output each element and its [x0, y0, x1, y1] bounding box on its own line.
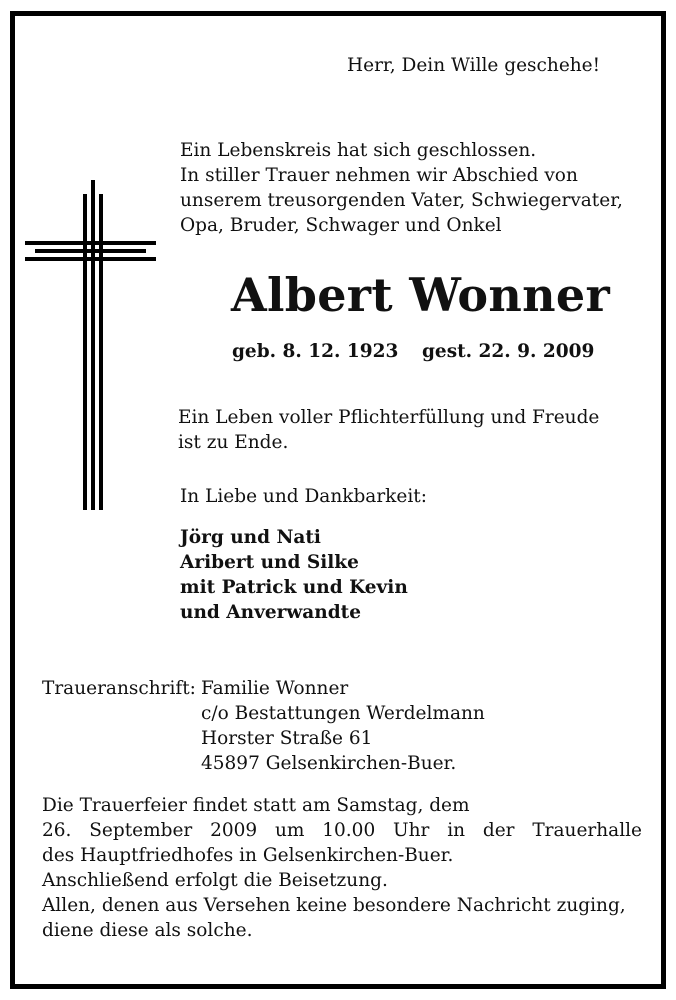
- closing-line-2: diene diese als solche.: [42, 920, 253, 941]
- ceremony-word: in: [447, 820, 466, 841]
- address-line-4: 45897 Gelsenkirchen-Buer.: [201, 753, 457, 774]
- ceremony-word: 10.00: [322, 820, 376, 841]
- intro-line-1: Ein Lebenskreis hat sich geschlossen.: [180, 140, 537, 161]
- ceremony-line-1: Die Trauerfeier findet statt am Samstag, dem: [42, 795, 470, 816]
- love-line: In Liebe und Dankbarkeit:: [180, 486, 427, 507]
- ceremony-word: September: [89, 820, 193, 841]
- ceremony-line-4: Anschließend erfolgt die Beisetzung.: [42, 870, 388, 891]
- ceremony-word: Trauerhalle: [532, 820, 642, 841]
- life-line-1: Ein Leben voller Pflichterfüllung und Freude: [178, 407, 600, 428]
- ceremony-line-3: des Hauptfriedhofes in Gelsenkirchen-Buer.: [42, 845, 454, 866]
- ceremony-word: 2009: [210, 820, 258, 841]
- life-line-2: ist zu Ende.: [178, 432, 289, 453]
- address-label: Traueranschrift:: [42, 678, 196, 699]
- cross-icon: [25, 180, 156, 510]
- intro-line-2: In stiller Trauer nehmen wir Abschied von: [180, 165, 578, 186]
- ceremony-word: Uhr: [393, 820, 430, 841]
- mourner-4: und Anverwandte: [180, 602, 361, 623]
- address-line-1: Familie Wonner: [201, 678, 349, 699]
- motto: Herr, Dein Wille geschehe!: [347, 55, 601, 76]
- birth-date: geb. 8. 12. 1923: [232, 341, 399, 362]
- closing-line-1: Allen, denen aus Versehen keine besondere Nachricht zuging,: [42, 895, 626, 916]
- death-date: gest. 22. 9. 2009: [422, 341, 595, 362]
- ceremony-word: 26.: [42, 820, 72, 841]
- address-line-3: Horster Straße 61: [201, 728, 373, 749]
- mourner-1: Jörg und Nati: [180, 527, 321, 548]
- mourner-3: mit Patrick und Kevin: [180, 577, 408, 598]
- ceremony-line-2: [42, 818, 642, 844]
- mourner-2: Aribert und Silke: [180, 552, 359, 573]
- intro-line-4: Opa, Bruder, Schwager und Onkel: [180, 215, 502, 236]
- ceremony-word: um: [274, 820, 305, 841]
- deceased-name: Albert Wonner: [231, 268, 610, 322]
- intro-line-3: unserem treusorgenden Vater, Schwiegervater,: [180, 190, 623, 211]
- address-line-2: c/o Bestattungen Werdelmann: [201, 703, 485, 724]
- ceremony-word: der: [482, 820, 515, 841]
